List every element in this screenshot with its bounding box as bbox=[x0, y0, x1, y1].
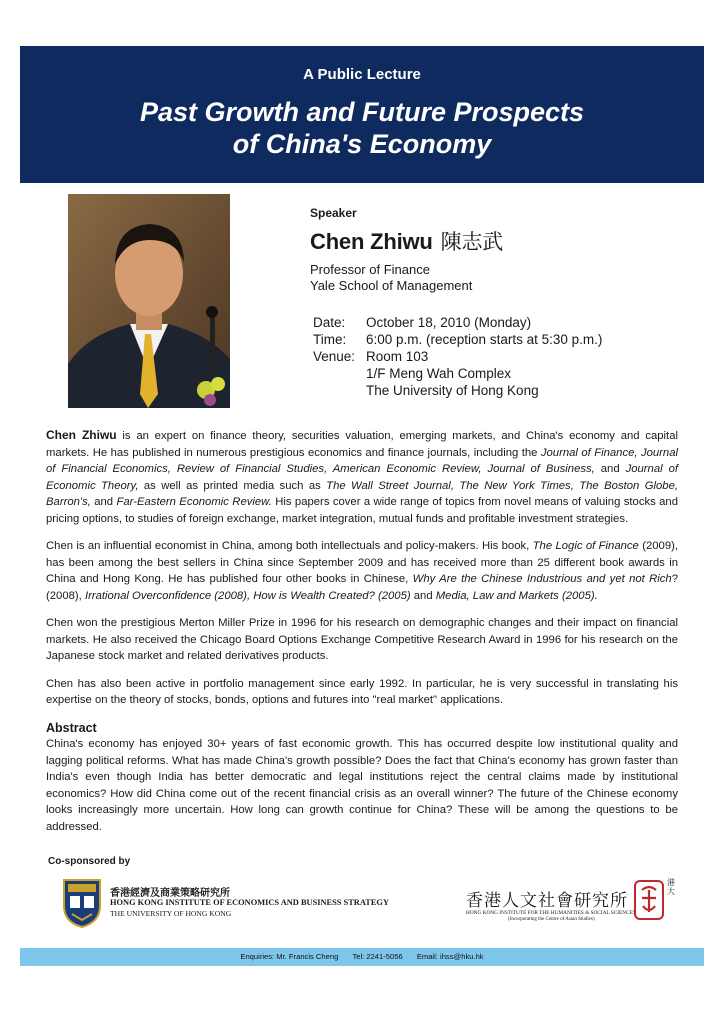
hkihss-vertical-mark: 港大 bbox=[667, 878, 675, 896]
time-row bbox=[313, 331, 602, 348]
hkihss-seal-icon bbox=[634, 880, 664, 920]
date-value: October 18, 2010 (Monday) bbox=[366, 315, 532, 330]
venue-row bbox=[313, 348, 602, 365]
abstract-text: China's economy has enjoyed 30+ years of fast economic growth. This has occurred despite low institutional quality and lagging political reforms. What has made China's growth possible? Does the fact that China's economy has grown faster than India's even though India has better democratic and legal institutions reject the central claims made by institutional economics? How did China come out of the recent financial crisis as an overall winner? The future of the Chinese economy looks increasingly more uncertain. How long can growth continue for China? These will be among the questions to be addressed. bbox=[46, 738, 678, 833]
speaker-name-en: Chen Zhiwu bbox=[310, 229, 433, 254]
speaker-biography bbox=[46, 427, 678, 846]
hku-name: THE UNIVERSITY OF HONG KONG bbox=[110, 909, 232, 918]
speaker-photo bbox=[68, 194, 230, 408]
speaker-label: Speaker bbox=[310, 206, 357, 220]
hkihss-name-cn: 香港人文社會研究所 bbox=[466, 891, 628, 911]
hkihss-subtitle: (Incorporating the Centre of Asian Studies) bbox=[508, 917, 595, 922]
footer-email[interactable]: Email: ihss@hku.hk bbox=[416, 952, 484, 961]
bio-paragraph-1: Chen Zhiwu is an expert on finance theory, securities valuation, emerging markets, and China's economy and capital markets. He has published in numerous prestigious economics and finance journals, including the Journal of Finance, Journal of Financial Economics, Review of Financial Studies, American Economic Review, Journal of Business, and Journal of Economic Theory, as well as printed media such as The Wall Street Journal, The New York Times, The Boston Globe, Barron's, and Far-Eastern Economic Review. His papers cover a wide range of topics from novel means of valuing stocks and pricing options, to studies of foreign exchange, market integration, mutual funds and profitable investment strategies. bbox=[46, 428, 679, 525]
lecture-title bbox=[20, 96, 704, 160]
header-banner bbox=[20, 46, 704, 183]
venue-line2: 1/F Meng Wah Complex bbox=[366, 366, 512, 381]
time-label: Time: bbox=[313, 332, 347, 347]
speaker-name bbox=[310, 226, 690, 256]
event-kicker: A Public Lecture bbox=[303, 66, 421, 83]
footer-tel: Tel: 2241-5056 bbox=[352, 952, 403, 961]
hku-crest-icon bbox=[62, 878, 102, 928]
hkiebs-name-cn: 香港經濟及商業策略研究所 bbox=[110, 888, 230, 899]
abstract-heading: Abstract bbox=[46, 720, 97, 735]
speaker-affiliation: Yale School of Management bbox=[310, 278, 473, 293]
speaker-title: Professor of Finance bbox=[310, 262, 430, 277]
footer-bar bbox=[20, 948, 704, 966]
speaker-name-cn: 陳志武 bbox=[440, 230, 504, 254]
time-value: 6:00 p.m. (reception starts at 5:30 p.m.) bbox=[366, 332, 603, 347]
bio-paragraph-2: Chen is an influential economist in China, among both intellectuals and policy-makers. His book, The Logic of Finance (2009), has been among the best sellers in China since September 2009 and has received more than 25 different book awards in China and Hong Kong. He has published four other books in Chinese, Why Are the Chinese Industrious and yet not Rich? (2008), Irrational Overconfidence (2008), How is Wealth Created? (2005) and Media, Law and Markets (2005). bbox=[46, 540, 679, 602]
venue-row-3 bbox=[313, 382, 602, 399]
lecture-title-line1: Past Growth and Future Prospects bbox=[139, 97, 585, 127]
bio-paragraph-3: Chen won the prestigious Merton Miller Prize in 1996 for his research on demographic changes and their impact on financial markets. He also received the Chicago Board Options Exchange Competitive Research Award in 1996 for his research on the Japanese stock market and related derivatives products. bbox=[46, 617, 678, 662]
speaker-role bbox=[310, 262, 690, 294]
event-details bbox=[313, 314, 602, 399]
venue-label: Venue: bbox=[313, 349, 356, 364]
footer-enquiries: Enquiries: Mr. Francis Cheng bbox=[240, 952, 339, 961]
hkihss-name-en: HONG KONG INSTITUTE FOR THE HUMANITIES & SOCIAL SCIENCES bbox=[466, 910, 636, 916]
venue-line1: Room 103 bbox=[366, 349, 429, 364]
venue-row-2 bbox=[313, 365, 602, 382]
hkihss-logo bbox=[462, 872, 682, 934]
date-row bbox=[313, 314, 602, 331]
date-label: Date: bbox=[313, 315, 346, 330]
speaker-block bbox=[310, 206, 690, 294]
venue-line3: The University of Hong Kong bbox=[366, 383, 539, 398]
cosponsor-label: Co-sponsored by bbox=[48, 856, 131, 867]
hkiebs-logo bbox=[62, 878, 402, 930]
hkiebs-name-en: HONG KONG INSTITUTE OF ECONOMICS AND BUSINESS STRATEGY bbox=[110, 898, 389, 907]
lecture-title-line2: of China's Economy bbox=[232, 129, 492, 159]
bio-paragraph-4: Chen has also been active in portfolio management since early 1992. In particular, he is very successful in translating his expertise on the theory of stocks, bonds, options and futures into "real market" applications. bbox=[46, 677, 678, 706]
